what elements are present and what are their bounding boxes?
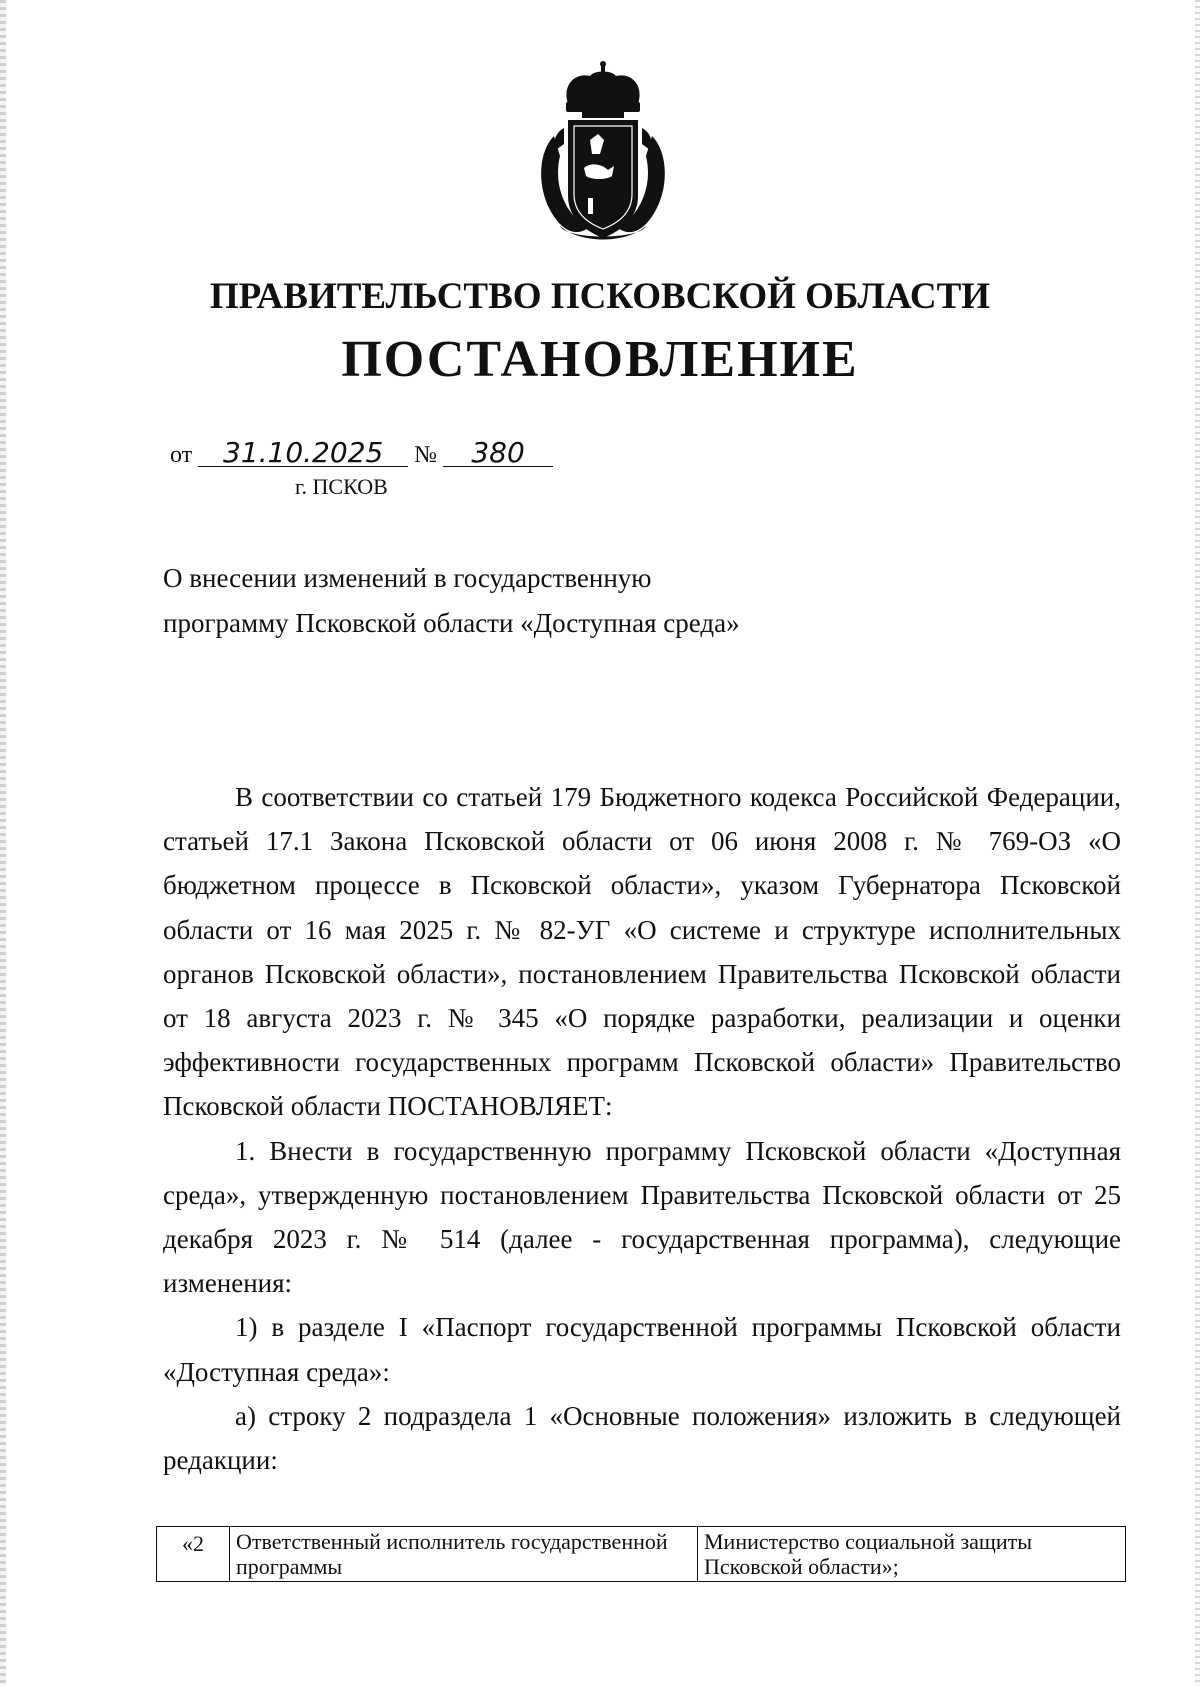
body-paragraph-subitem-a: а) строку 2 подраздела 1 «Основные положения» изложить в следующей редакции: <box>163 1400 1121 1476</box>
row-label: Ответственный исполнитель государственной программы <box>230 1527 698 1582</box>
row-number: «2 <box>157 1527 230 1582</box>
government-title: ПРАВИТЕЛЬСТВО ПСКОВСКОЙ ОБЛАСТИ <box>209 276 991 317</box>
passport-row-table <box>156 1526 1126 1582</box>
number-value: 380 <box>443 440 553 467</box>
body-paragraph-preamble: В соответствии со статьей 179 Бюджетного кодекса Российской Федерации, статьей 17.1 Закона Псковской области от 06 июня 2008 г. № 769-ОЗ «О бюджетном процессе в Псковской области», указом Губернатора Псковской области от 16 мая 2025 г. № 82-УГ «О системе и структуре исполнительных органов Псковской области», постановлением Правительства Псковской области от 18 августа 2023 г. № 345 «О порядке разработки, реализации и оценки эффективности государственных программ Псковской области» Правительство Псковской области ПОСТАНОВЛЯЕТ: <box>163 782 1121 1122</box>
row-value: Министерство социальной защиты Псковской области»; <box>698 1527 1126 1582</box>
document-type: ПОСТАНОВЛЕНИЕ <box>341 331 859 388</box>
date-value: 31.10.2025 <box>198 440 408 467</box>
body-paragraph-item-1: 1. Внести в государственную программу Псковской области «Доступная среда», утвержденную постановлением Правительства Псковской области от 25 декабря 2023 г. № 514 (далее - государственная программа), следующие изменения: <box>163 1135 1121 1299</box>
document-body <box>163 775 1121 1482</box>
coat-of-arms-icon <box>530 58 676 248</box>
scan-edge-left <box>0 0 6 1686</box>
date-number-line <box>170 436 553 469</box>
scan-edge-right <box>1195 0 1200 1686</box>
body-paragraph-subitem-1: 1) в разделе I «Паспорт государственной программы Псковской области «Доступная среда»: <box>163 1312 1121 1387</box>
city: г. ПСКОВ <box>295 474 388 499</box>
date-prefix: от <box>170 442 193 468</box>
document-subject: О внесении изменений в государственную программу Псковской области «Доступная среда» <box>163 563 740 638</box>
table-row <box>157 1527 1126 1582</box>
number-prefix: № <box>414 442 438 468</box>
